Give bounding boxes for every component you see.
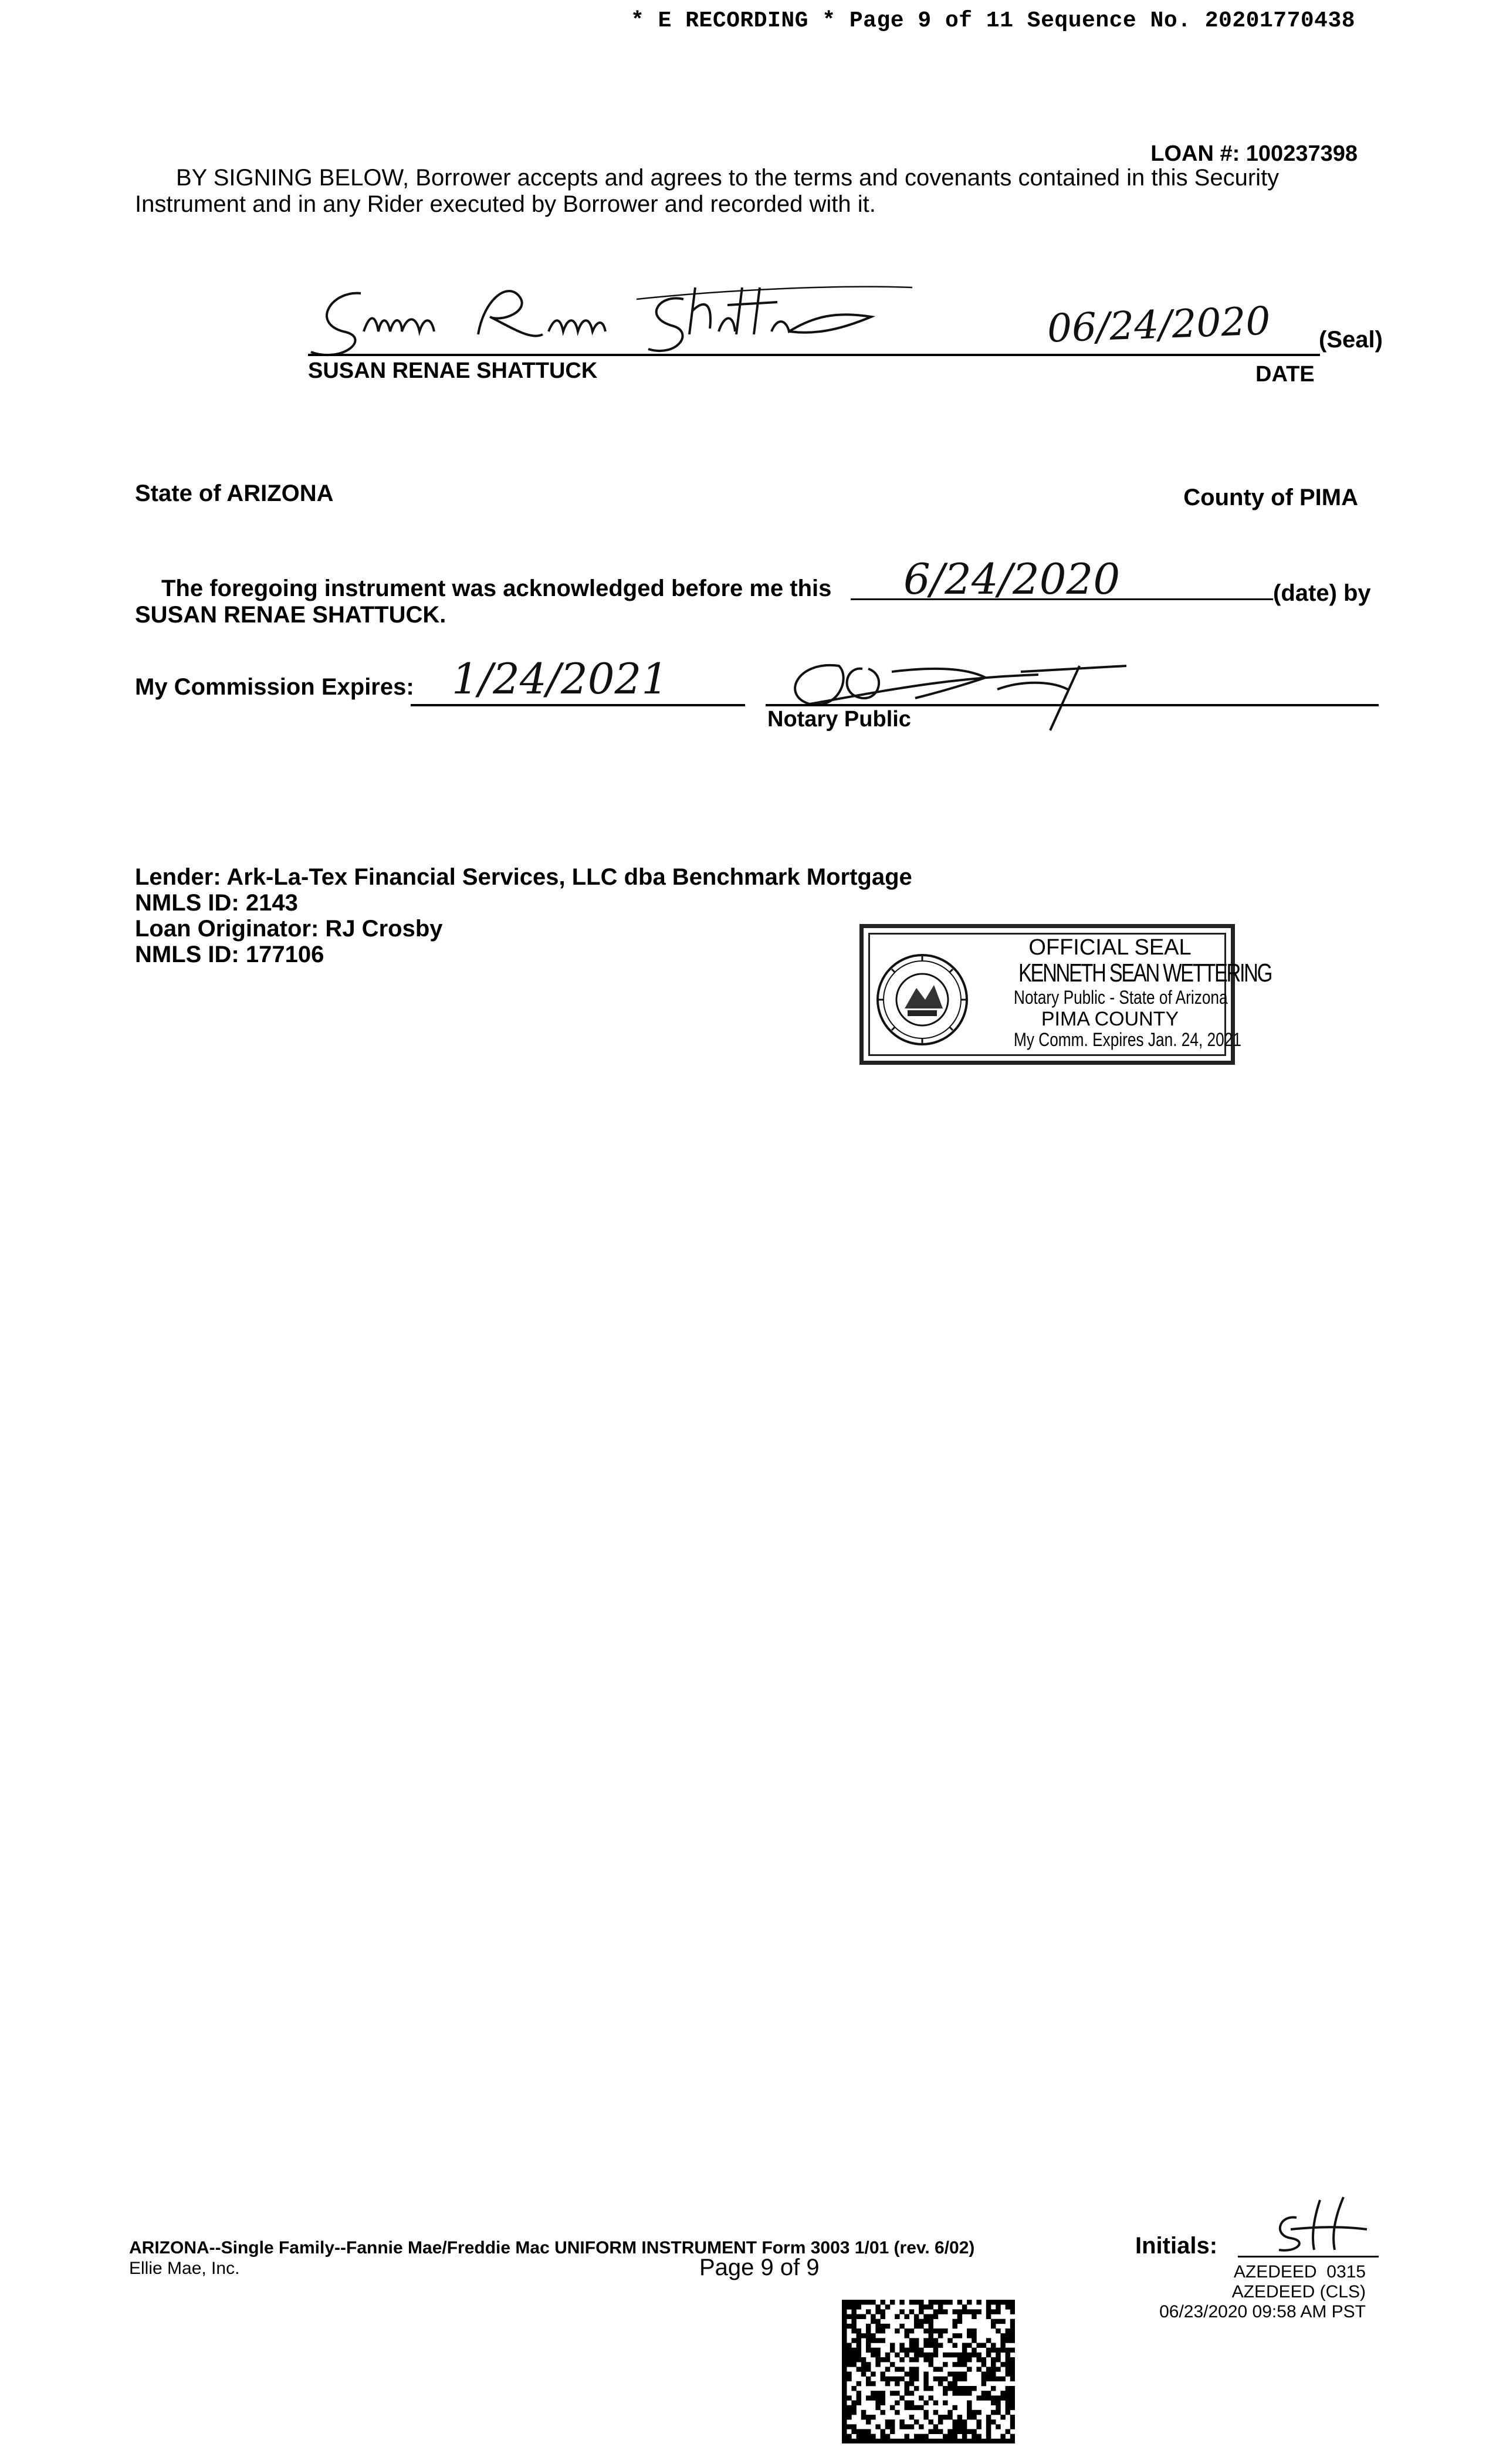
form-code-2: AZEDEED (CLS) xyxy=(1231,2282,1366,2301)
form-code-1: AZEDEED 0315 xyxy=(1233,2262,1366,2282)
date-label: DATE xyxy=(1255,362,1315,387)
seal-title: OFFICIAL SEAL xyxy=(1028,935,1192,960)
state-label: State of ARIZONA xyxy=(135,480,334,506)
borrower-name: SUSAN RENAE SHATTUCK xyxy=(308,358,598,383)
page-number: Page 9 of 9 xyxy=(699,2255,820,2280)
loan-number: LOAN #: 100237398 xyxy=(1150,141,1358,166)
seal-role: Notary Public - State of Arizona xyxy=(1014,987,1228,1008)
acknowledgment-handwritten-date: 6/24/2020 xyxy=(903,554,1121,604)
lender-nmls: NMLS ID: 2143 xyxy=(135,890,298,916)
acknowledged-person: SUSAN RENAE SHATTUCK. xyxy=(135,602,446,628)
print-timestamp: 06/23/2020 09:58 AM PST xyxy=(1159,2302,1366,2321)
commission-handwritten-date: 1/24/2021 xyxy=(452,654,669,703)
official-seal-stamp xyxy=(859,924,1271,1065)
recording-header: * E RECORDING * Page 9 of 11 Sequence No. 20201770438 xyxy=(631,8,1356,33)
commission-label: My Commission Expires: xyxy=(135,674,414,700)
date-by-label: (date) by xyxy=(1273,580,1371,606)
originator-nmls: NMLS ID: 177106 xyxy=(135,942,324,967)
vendor: Ellie Mae, Inc. xyxy=(129,2259,240,2278)
initials-line xyxy=(1238,2256,1379,2257)
form-line: ARIZONA--Single Family--Fannie Mae/Freddie Mac UNIFORM INSTRUMENT Form 3003 1/01 (rev. 6/02) xyxy=(129,2238,975,2257)
notary-public-label: Notary Public xyxy=(767,707,911,732)
signing-text-line2: Instrument and in any Rider executed by Borrower and recorded with it. xyxy=(135,191,876,217)
ack-date-line xyxy=(851,598,1273,600)
seal-label: (Seal) xyxy=(1319,327,1383,353)
lender-line: Lender: Ark-La-Tex Financial Services, LLC dba Benchmark Mortgage xyxy=(135,864,912,890)
seal-expiry: My Comm. Expires Jan. 24, 2021 xyxy=(1014,1029,1241,1050)
initials-signature xyxy=(1255,2194,1373,2259)
signature-handwritten-date: 06/24/2020 xyxy=(1046,298,1271,351)
county-label: County of PIMA xyxy=(1183,485,1358,510)
foregoing-text: The foregoing instrument was acknowledged before me this xyxy=(161,576,832,601)
initials-label: Initials: xyxy=(1135,2233,1218,2259)
signing-text-line1: BY SIGNING BELOW, Borrower accepts and agrees to the terms and covenants contained in this Security xyxy=(176,165,1280,191)
signature-line xyxy=(308,354,1320,356)
seal-county: PIMA COUNTY xyxy=(1041,1008,1179,1030)
seal-notary-name: KENNETH SEAN WETTERING xyxy=(1018,959,1271,987)
commission-line xyxy=(411,704,745,706)
loan-originator: Loan Originator: RJ Crosby xyxy=(135,916,443,942)
arizona-seal-emblem xyxy=(875,953,969,1050)
document-barcode xyxy=(842,2300,1015,2446)
